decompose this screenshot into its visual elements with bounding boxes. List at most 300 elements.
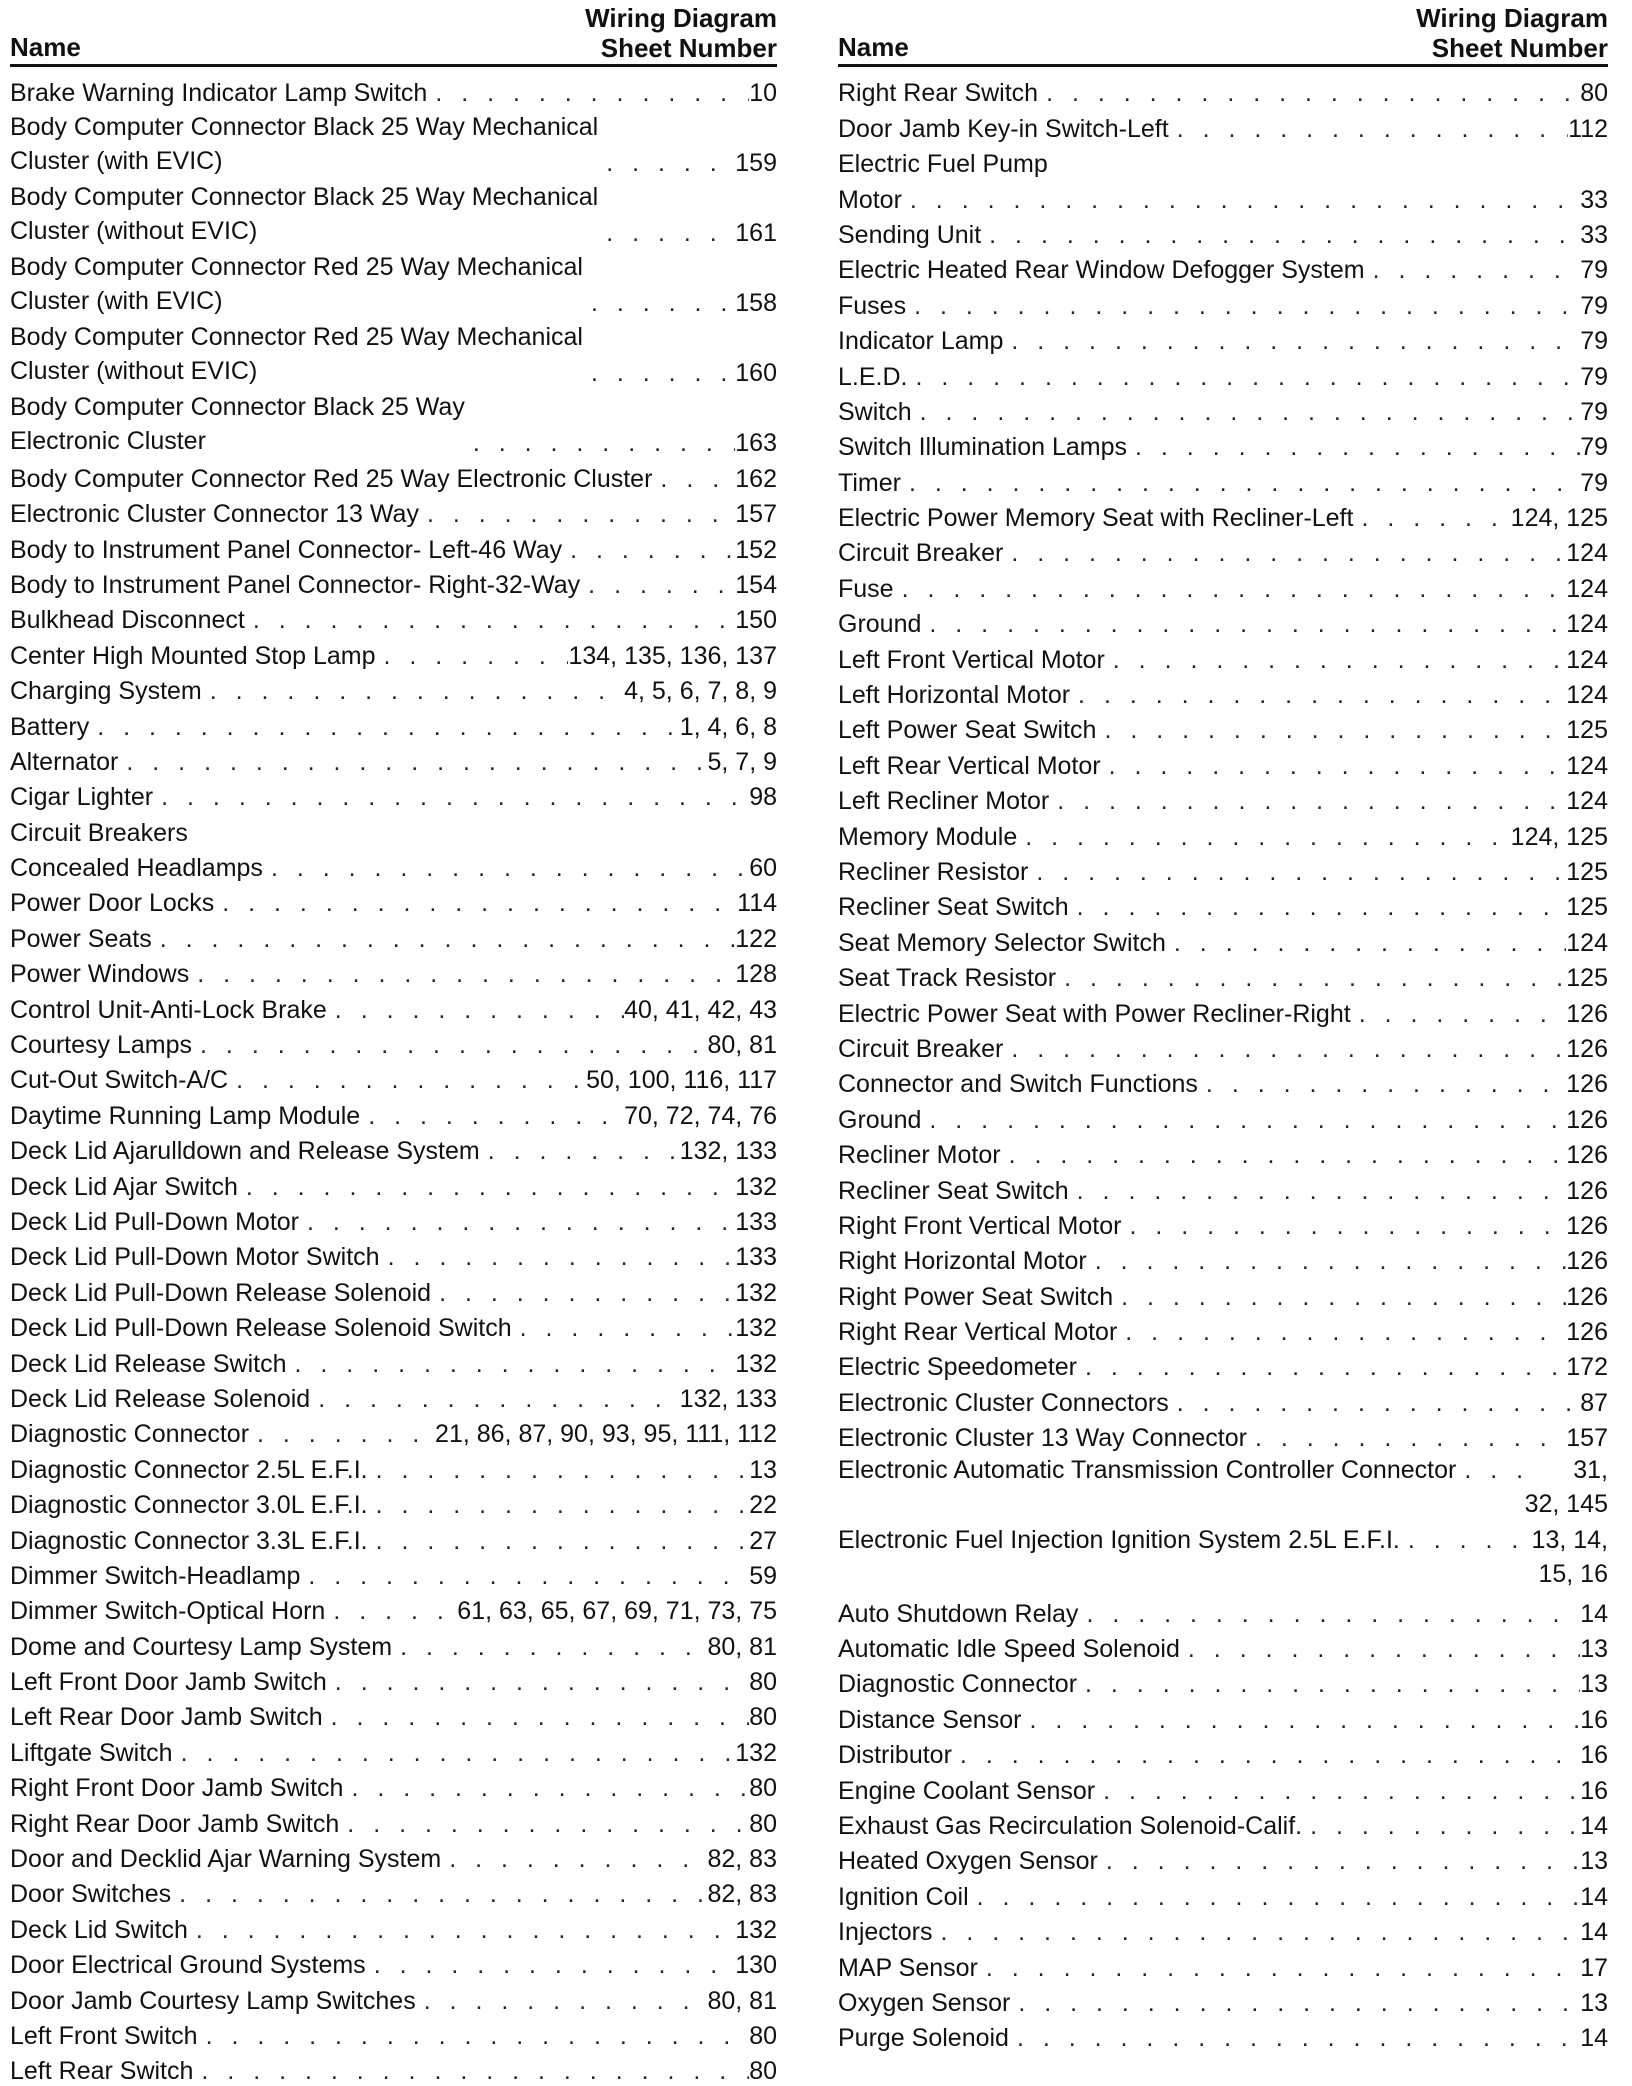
dot-leader [1101,751,1567,781]
index-row [10,1874,777,1909]
index-row [10,458,777,493]
entry-name: Distributor [838,1741,952,1770]
sheet-number: 80 [749,1703,777,1732]
dot-leader [1098,1846,1580,1876]
dot-leader [198,2021,750,2051]
index-row [838,1453,1608,1523]
index-row [838,356,1608,391]
index-row [10,1166,777,1201]
dot-leader [1077,1352,1566,1382]
index-row [838,1241,1608,1276]
entry-name: Right Front Vertical Motor [838,1211,1122,1240]
sheet-number: 124 [1566,751,1608,780]
entry-name: Daytime Running Lamp Module [10,1101,361,1130]
dot-leader [152,924,736,954]
entry-name: Alternator [10,747,119,776]
dot-leader [325,1596,457,1626]
entry-name: Electronic Fuel Injection Ignition System 2.5L E.F.I. [838,1526,1400,1555]
index-row [838,1064,1608,1099]
index-row [838,675,1608,710]
entry-name: Fuse [838,574,894,603]
dot-leader [1021,1705,1580,1735]
index-row [838,215,1608,250]
dot-leader [1180,1634,1580,1664]
entry-name: Deck Lid Release Switch [10,1349,287,1378]
entry-name: Deck Lid Release Solenoid [10,1384,311,1413]
index-row [10,1060,777,1095]
dot-leader [580,570,735,600]
dot-leader [202,676,624,706]
dot-leader [1028,857,1566,887]
dot-leader [1078,1599,1580,1629]
entry-name: Door and Decklid Ajar Warning System [10,1845,442,1874]
index-row [838,1099,1608,1134]
sheet-number: 172 [1566,1353,1608,1382]
entry-name: Recliner Motor [838,1141,1001,1170]
index-row [10,1237,777,1272]
sheet-number: 80 [749,2057,777,2086]
entry-name: Diagnostic Connector [10,1420,250,1449]
entry-name: Purge Solenoid [838,2024,1009,2053]
index-row [10,812,777,847]
index-row [10,248,777,318]
index-row [10,883,777,918]
dot-leader [1001,1140,1567,1170]
index-row [838,285,1608,320]
index-row [838,1382,1608,1417]
index-row [838,2018,1608,2053]
dot-leader [1009,2023,1580,2053]
sheet-number: 157 [1566,1424,1608,1453]
sheet-number: 33 [1580,220,1608,249]
sheet-number: 5, 7, 9 [707,747,777,776]
entry-name: Left Power Seat Switch [838,716,1097,745]
sheet-number: 126 [1566,1141,1608,1170]
entry-name: Cut-Out Switch-A/C [10,1066,229,1095]
index-row [838,498,1608,533]
entry-name: Left Recliner Motor [838,787,1050,816]
index-row [10,1379,777,1414]
index-row [838,533,1608,568]
sheet-number: 16 [1580,1776,1608,1805]
entry-name: Left Front Switch [10,2021,198,2050]
entry-name: Dimmer Switch-Optical Horn [10,1597,326,1626]
index-row [838,1841,1608,1876]
sheet-number: 79 [1580,468,1608,497]
dot-leader [189,959,735,989]
sheet-number: 132 [735,1915,777,1944]
index-row [838,922,1608,957]
dot-leader [416,1986,708,2016]
index-row [838,1523,1608,1593]
sheet-number: 159 [735,149,777,178]
dot-leader [238,1172,735,1202]
dot-leader [562,535,735,565]
sheet-number: 13 [749,1455,777,1484]
entry-name: Control Unit-Anti-Lock Brake [10,995,327,1024]
dot-leader [894,574,1567,604]
entry-name: Injectors [838,1918,933,1947]
index-row [10,1131,777,1166]
sheet-number: 132 [735,1278,777,1307]
sheet-number: 126 [1566,1282,1608,1311]
entry-name: Right Power Seat Switch [838,1282,1114,1311]
name-heading: Name [10,32,81,62]
sheet-number: 61, 63, 65, 67, 69, 71, 73, 75 [457,1597,777,1626]
entry-name: Diagnostic Connector [838,1670,1078,1699]
dot-leader [1117,1317,1566,1347]
dot-leader [173,1738,736,1768]
sheet-number: 13, 14, 15, 16 [1531,1526,1608,1589]
dot-leader [480,1136,680,1166]
index-row [10,954,777,989]
index-row [10,989,777,1024]
sheet-number: 14 [1580,1811,1608,1840]
index-row [838,1170,1608,1205]
entry-name: Concealed Headlamps [10,854,263,883]
entry-name: Body Computer Connector Red 25 Way Mechanical Cluster (with EVIC) [10,253,583,316]
entry-name: Engine Coolant Sensor [838,1776,1096,1805]
sheet-number: 14 [1580,1599,1608,1628]
entry-name: MAP Sensor [838,1953,978,1982]
entry-name: Electronic Cluster Connector 13 Way [10,500,419,529]
index-row [10,494,777,529]
dot-leader [441,1844,707,1874]
dot-leader [263,853,749,883]
dot-leader [978,1953,1580,1983]
entry-name: Deck Lid Switch [10,1915,188,1944]
index-row [838,639,1608,674]
dot-leader [368,1526,750,1556]
index-row [10,1980,777,2015]
dot-leader [228,1065,586,1095]
entry-name: Electronic Automatic Transmission Controller Connector [838,1456,1457,1485]
index-row [10,706,777,741]
index-row [10,1272,777,1307]
sheet-number: 152 [735,535,777,564]
index-row [10,529,777,564]
dot-leader [907,362,1580,392]
sheet-number: 80 [1580,79,1608,108]
entry-name: Seat Memory Selector Switch [838,928,1166,957]
sheet-number: 128 [735,960,777,989]
index-row [838,321,1608,356]
sheet-number-heading [585,3,777,63]
sheet-number: 80, 81 [707,1986,777,2015]
dot-leader [1038,78,1580,108]
entry-name: Right Rear Door Jamb Switch [10,1809,340,1838]
index-row [10,1803,777,1838]
index-row [838,887,1608,922]
dot-leader [969,1882,1581,1912]
entry-name: Automatic Idle Speed Solenoid [838,1635,1180,1664]
dot-leader [902,185,1580,215]
sheet-number: 31, 32, 145 [1524,1456,1608,1519]
dot-leader [339,1809,749,1839]
index-row [838,1276,1608,1311]
entry-name: Motor [838,185,902,214]
dot-leader [327,1667,749,1697]
sheet-number: 14 [1580,1918,1608,1947]
index-row [10,1520,777,1555]
dot-leader [376,641,569,671]
entry-name: Right Horizontal Motor [838,1247,1087,1276]
entry-name: Electric Power Seat with Power Recliner-Right [838,999,1351,1028]
dot-leader [427,78,749,108]
sheet-number: 80 [749,1668,777,1697]
sheet-number: 124, 125 [1510,822,1608,851]
index-row [838,1312,1608,1347]
sheet-number: 80 [749,1809,777,1838]
sheet-number: 125 [1566,893,1608,922]
dot-leader [598,218,735,248]
sheet-number: 80 [749,1774,777,1803]
dot-leader [921,1105,1566,1135]
sheet-number: 27 [749,1526,777,1555]
dot-leader [368,1490,750,1520]
entry-name: Bulkhead Disconnect [10,606,245,635]
dot-leader [1003,538,1566,568]
sheet-number: 126 [1566,1211,1608,1240]
entry-name: Electric Fuel Pump [838,150,1048,179]
entry-name: Left Rear Switch [10,2057,194,2086]
index-row [10,565,777,600]
sheet-number: 132, 133 [679,1137,777,1166]
index-row [10,1909,777,1944]
entry-name: Deck Lid Ajar Switch [10,1172,238,1201]
entry-name: Body Computer Connector Black 25 Way Mechanical Cluster (with EVIC) [10,113,599,176]
dot-leader [245,605,735,635]
sheet-number: 126 [1566,1247,1608,1276]
entry-name: Right Front Door Jamb Switch [10,1774,344,1803]
index-row [838,144,1608,179]
index-row [838,745,1608,780]
index-row [838,604,1608,639]
sheet-number: 114 [737,889,777,918]
sheet-number: 132, 133 [679,1384,777,1413]
index-row [838,1983,1608,2018]
entry-name: Auto Shutdown Relay [838,1599,1079,1628]
sheet-number: 162 [735,464,777,493]
dot-leader [1302,1811,1580,1841]
dot-leader [1003,326,1580,356]
sheet-number: 126 [1566,1034,1608,1063]
sheet-number: 161 [735,219,777,248]
dot-leader [912,397,1581,427]
sheet-number: 4, 5, 6, 7, 8, 9 [624,677,777,706]
dot-leader [193,2056,749,2086]
sheet-number: 122 [735,924,777,953]
index-row [10,2016,777,2051]
dot-leader [583,358,735,388]
dot-leader [214,888,737,918]
sheet-heading-line-1: Wiring Diagram [1416,3,1608,33]
entry-name: Left Front Vertical Motor [838,645,1105,674]
entry-name: Door Jamb Key-in Switch-Left [838,114,1169,143]
dot-leader [1353,503,1510,533]
index-row [10,1025,777,1060]
entry-name: Left Front Door Jamb Switch [10,1668,327,1697]
dot-leader [465,428,735,458]
index-row [10,635,777,670]
sheet-number: 21, 86, 87, 90, 93, 95, 111, 112 [435,1420,777,1449]
entry-name: Right Rear Switch [838,79,1039,108]
sheet-number: 125 [1566,857,1608,886]
sheet-number: 125 [1566,716,1608,745]
index-row [838,958,1608,993]
dot-leader [932,1917,1580,1947]
index-row [10,1732,777,1767]
sheet-number: 79 [1580,256,1608,285]
dot-leader [1070,680,1566,710]
index-row [10,1202,777,1237]
sheet-number: 80, 81 [707,1031,777,1060]
sheet-number: 17 [1580,1953,1608,1982]
index-row [838,1029,1608,1064]
sheet-number: 124 [1566,787,1608,816]
dot-leader [327,995,624,1025]
dot-leader [1105,645,1567,675]
index-row [838,781,1608,816]
entry-name: Brake Warning Indicator Lamp Switch [10,79,428,108]
index-entries [838,73,1608,2053]
entry-name: Circuit Breaker [838,539,1004,568]
sheet-number: 133 [735,1207,777,1236]
entry-name: Ground [838,1105,922,1134]
dot-leader [906,291,1580,321]
dot-leader [1069,892,1567,922]
index-row [10,1626,777,1661]
entry-name: Deck Lid Pull-Down Release Solenoid [10,1278,432,1307]
sheet-heading-line-2: Sheet Number [600,33,777,63]
sheet-number: 126 [1566,999,1608,1028]
entry-name: Diagnostic Connector 2.5L E.F.I. [10,1455,368,1484]
sheet-number: 13 [1580,1635,1608,1664]
index-column-left [10,0,777,2086]
dot-leader [368,1455,750,1485]
sheet-number: 124 [1566,645,1608,674]
entry-name: Recliner Seat Switch [838,893,1069,922]
dot-leader [1049,786,1566,816]
entry-name: Diagnostic Connector 3.3L E.F.I. [10,1526,368,1555]
sheet-number: 154 [735,570,777,599]
entry-name: Indicator Lamp [838,327,1004,356]
index-entries [10,73,777,2086]
dot-leader [171,1879,707,1909]
index-row [838,1593,1608,1628]
entry-name: Body Computer Connector Black 25 Way Mechanical Cluster (without EVIC) [10,183,599,246]
sheet-number: 14 [1580,1882,1608,1911]
dot-leader [360,1101,624,1131]
entry-name: Recliner Resistor [838,857,1029,886]
entry-name: Sending Unit [838,220,982,249]
index-row [10,178,777,248]
index-row [10,742,777,777]
sheet-number: 125 [1566,964,1608,993]
index-row [838,108,1608,143]
index-row [838,1206,1608,1241]
entry-name: Liftgate Switch [10,1738,173,1767]
entry-name: Ground [838,610,922,639]
sheet-number: 132 [735,1349,777,1378]
entry-name: Circuit Breaker [838,1034,1004,1063]
sheet-number: 22 [749,1491,777,1520]
index-row [838,250,1608,285]
entry-name: Body Computer Connector Red 25 Way Mechanical Cluster (without EVIC) [10,323,583,386]
entry-name: Center High Mounted Stop Lamp [10,641,376,670]
dot-leader [1198,1069,1566,1099]
sheet-number: 82, 83 [707,1880,777,1909]
entry-name: Left Horizontal Motor [838,681,1071,710]
entry-name: Switch [838,397,912,426]
sheet-number: 10 [749,79,777,108]
index-row [10,918,777,953]
entry-name: Body Computer Connector Red 25 Way Electronic Cluster [10,464,653,493]
sheet-number: 60 [749,854,777,883]
column-header [838,0,1608,67]
dot-leader [380,1242,736,1272]
dot-leader [153,782,749,812]
index-row [838,1347,1608,1382]
sheet-number: 126 [1566,1105,1608,1134]
sheet-number: 124 [1566,681,1608,710]
index-row [10,671,777,706]
index-row [10,108,777,178]
entry-name: Right Rear Vertical Motor [838,1318,1118,1347]
dot-leader [1169,1388,1580,1418]
index-row [838,179,1608,214]
sheet-number: 126 [1566,1070,1608,1099]
dot-leader [1095,1776,1580,1806]
index-row [10,318,777,388]
dot-leader [952,1740,1580,1770]
index-row [10,1768,777,1803]
sheet-number: 40, 41, 42, 43 [624,995,777,1024]
index-row [10,1839,777,1874]
index-row [10,848,777,883]
entry-name: Cigar Lighter [10,783,154,812]
entry-name: Battery [10,712,90,741]
dot-leader [323,1702,750,1732]
dot-leader [419,499,735,529]
dot-leader [1127,432,1580,462]
entry-name: Oxygen Sensor [838,1988,1011,2017]
sheet-number: 59 [749,1561,777,1590]
entry-name: Electronic Cluster 13 Way Connector [838,1424,1247,1453]
sheet-number: 79 [1580,291,1608,320]
entry-name: Left Rear Door Jamb Switch [10,1703,323,1732]
index-row [838,1770,1608,1805]
entry-name: Electric Power Memory Seat with Recliner-Left [838,504,1354,533]
sheet-number: 163 [735,429,777,458]
sheet-heading-line-1: Wiring Diagram [585,3,777,33]
sheet-number: 79 [1580,397,1608,426]
index-row [10,73,777,108]
dot-leader [431,1278,735,1308]
entry-name: Exhaust Gas Recirculation Solenoid-Calif. [838,1811,1303,1840]
dot-leader [652,464,735,494]
index-row [838,1912,1608,1947]
dot-leader [366,1950,736,1980]
name-heading: Name [838,32,909,62]
dot-leader [1169,114,1568,144]
index-column-right [838,0,1608,2053]
sheet-number: 124 [1566,610,1608,639]
index-row [838,462,1608,497]
sheet-heading-line-2: Sheet Number [1431,33,1608,63]
sheet-number: 132 [735,1172,777,1201]
dot-leader [188,1915,735,1945]
